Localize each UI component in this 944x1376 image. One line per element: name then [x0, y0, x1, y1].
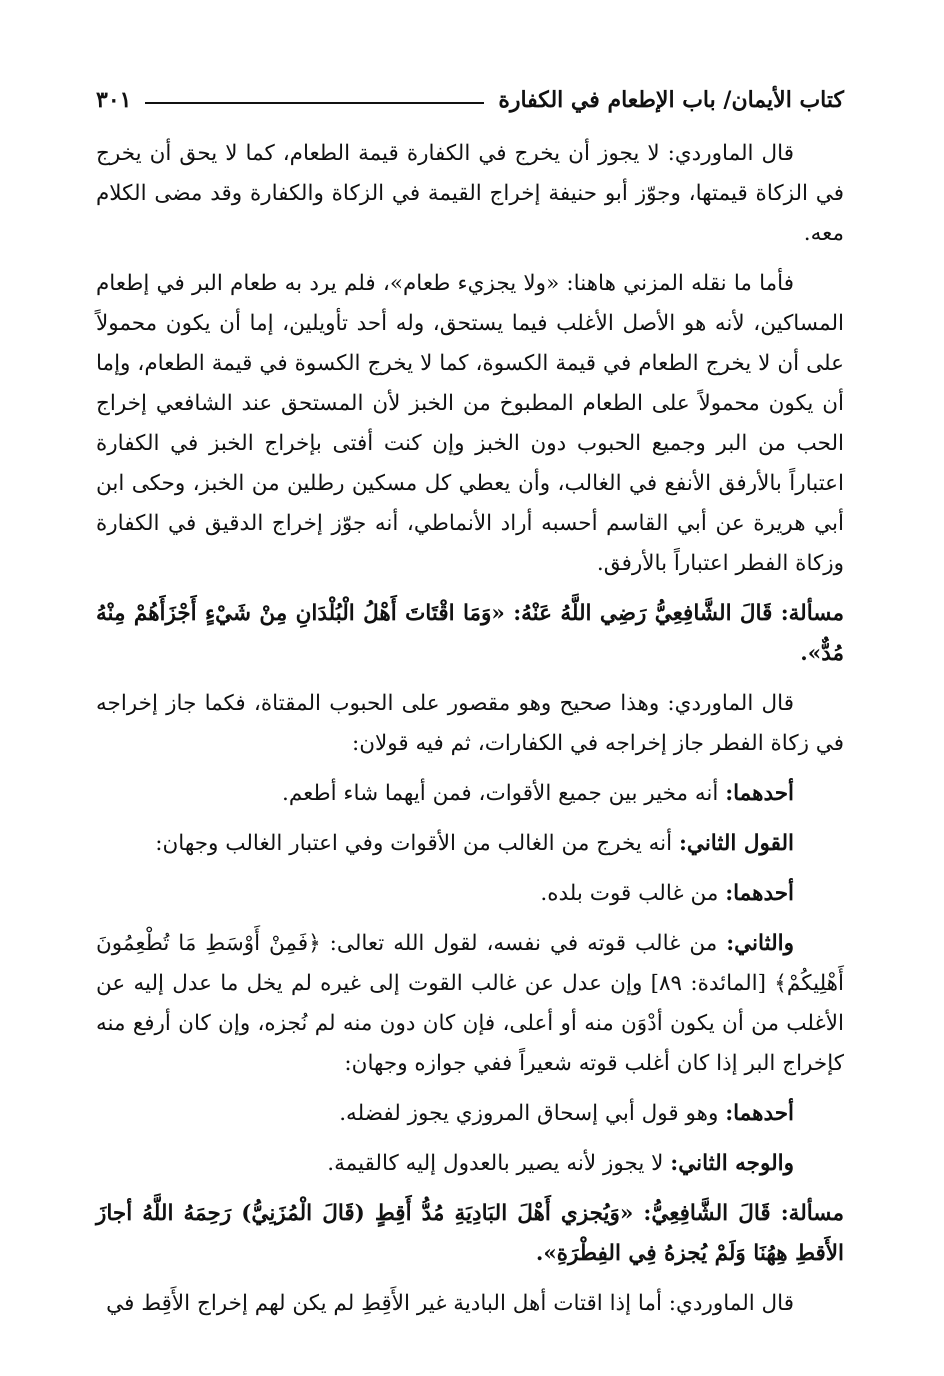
- masala-1: [96, 594, 844, 674]
- paragraph-12: [96, 1284, 844, 1324]
- paragraph-4-text: قال الماوردي: وهذا صحيح وهو مقصور على الحبوب المقتاة، فكما جاز إخراجه في زكاة الفطر جاز إخراجه في الكفارات، ثم فيه قولان:: [96, 691, 844, 756]
- opinion-1-lead: أحدهما:: [725, 781, 794, 806]
- paragraph-1: [96, 134, 844, 254]
- masala-1-text: رَضِي اللَّهُ عَنْهُ: «وَمَا اقْتَاتَ أَهْلُ الْبُلْدَانِ مِنْ شَيْءٍ أَجْزَأَهُمْ مِنْهُ مُدٌّ».: [96, 601, 844, 666]
- opinion-2: [96, 824, 844, 864]
- aspect-1-text: من غالب قوت بلده.: [540, 881, 726, 906]
- running-head: [96, 78, 844, 122]
- opinion-1-text: أنه مخير بين جميع الأقوات، فمن أيهما شاء أطعم.: [281, 781, 726, 806]
- paragraph-2-text: فأما ما نقله المزني هاهنا: «ولا يجزيء طعام»، فلم يرد به طعام البر في إطعام المساكين، لأنه هو الأصل الأغلب فيما يستحق، وله أحد تأويلين، إما أن يكون محمولاً على أن لا يخرج الطعام في قيمة الكسوة، كما لا يخرج الكسوة في قيمة الطعام، وإما أن يكون محمولاً على الطعام المطبوخ من الخبز لأن المستحق عند الشافعي إخراج الحب من البر وجميع الحبوب دون الخبز وإن كنت أفتى بإخراج الخبز في الكفارة اعتباراً بالأرفق الأنفع في الغالب، وأن يعطي كل مسكين رطلين من الخبز، وحكى ابن أبي هريرة عن أبي القاسم أحسبه أراد الأنماطي، أنه جوّز إخراج الدقيق في الكفارة وزكاة الفطر اعتباراً بالأرفق.: [96, 271, 844, 576]
- opinion-2-lead: القول الثاني:: [678, 831, 794, 856]
- aspect-1: [96, 874, 844, 914]
- aspect-3: [96, 1094, 844, 1134]
- paragraph-1-text: قال الماوردي: لا يجوز أن يخرج في الكفارة قيمة الطعام، كما لا يحق أن يخرج في الزكاة قيمتها، وجوّز أبو حنيفة إخراج القيمة في الزكاة والكفارة وقد مضى الكلام معه.: [96, 141, 844, 246]
- header-rule: [145, 102, 484, 104]
- aspect-4: [96, 1144, 844, 1184]
- aspect-4-lead: والوجه الثاني:: [670, 1151, 794, 1176]
- masala-1-lead: مسألة: قَالَ الشَّافِعِيُّ: [654, 601, 844, 626]
- opinion-2-text: أنه يخرج من الغالب من الأقوات وفي اعتبار الغالب وجهان:: [155, 831, 679, 856]
- masala-2-lead: مسألة: قَالَ الشَّافِعِيُّ: [651, 1201, 845, 1226]
- opinion-1: [96, 774, 844, 814]
- paragraph-2: [96, 264, 844, 584]
- page-number: ٣٠١: [96, 87, 132, 113]
- page-body: [96, 134, 844, 1324]
- paragraph-12-text: قال الماوردي: أما إذا اقتات أهل البادية غير الأَقِطِ لم يكن لهم إخراج الأَقِط في: [106, 1291, 794, 1316]
- paragraph-4: [96, 684, 844, 764]
- aspect-3-text: وهو قول أبي إسحاق المروزي يجوز لفضله.: [339, 1101, 726, 1126]
- aspect-1-lead: أحدهما:: [725, 881, 794, 906]
- aspect-3-lead: أحدهما:: [725, 1101, 794, 1126]
- aspect-2-text: من غالب قوته في نفسه، لقول الله تعالى: ﴿فَمِنْ أَوْسَطِ مَا تُطْعِمُونَ أَهْلِيكُمْ﴾ [المائدة: ٨٩] وإن عدل عن غالب القوت إلى غيره لم يخل ما عدل إليه عن الأغلب من أن يكون أدْوَن منه أو أعلى، فإن كان دون منه لم نُجزه، وإن كان أرفع منه كإخراج البر إذا كان أغلب قوته شعيراً ففي جوازه وجهان:: [96, 931, 844, 1076]
- masala-2-text: : «وَيُجزي أَهْلَ البَادِيَةِ مُدُّ أَقِطٍ (قَالَ الْمُزَنِيُّ) رَحِمَهُ اللَّهُ أجازَ الأَقطِ هِهُنَا وَلَمْ يُجزهُ فِي الفِطْرَةِ».: [96, 1201, 844, 1266]
- masala-2: [96, 1194, 844, 1274]
- aspect-2: [96, 924, 844, 1084]
- aspect-2-lead: والثاني:: [726, 931, 794, 956]
- aspect-4-text: لا يجوز لأنه يصير بالعدول إليه كالقيمة.: [327, 1151, 671, 1176]
- running-head-title: كتاب الأيمان/ باب الإطعام في الكفارة: [498, 87, 844, 113]
